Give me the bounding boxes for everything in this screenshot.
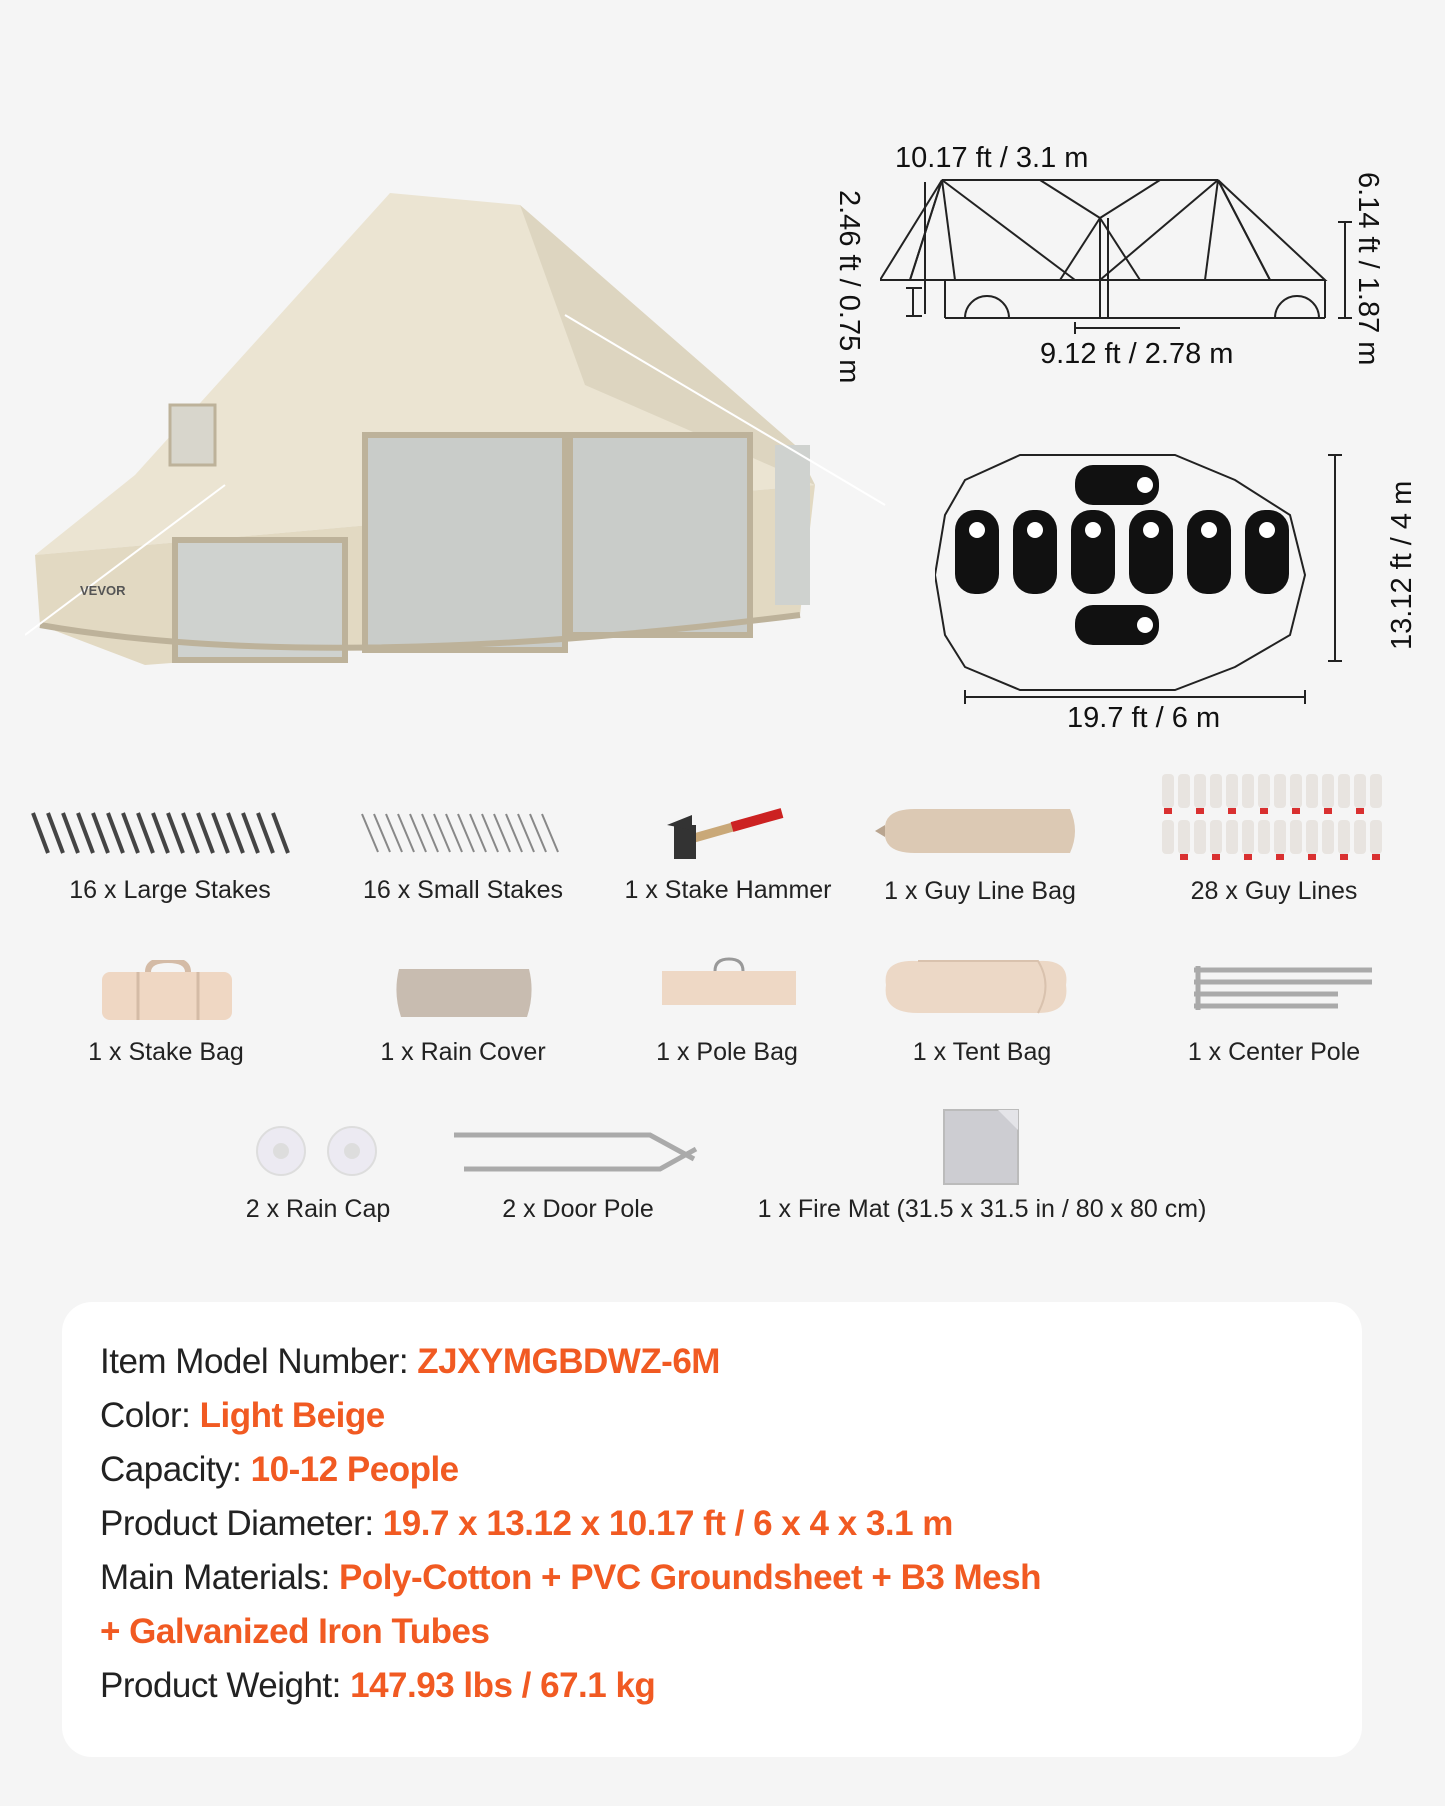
spec-capacity (100, 1450, 459, 1490)
spec-diameter (100, 1504, 953, 1544)
floor-depth-label: 13.12 ft / 4 m (1386, 480, 1418, 650)
rain-cover-icon (393, 965, 535, 1020)
spec-value: ZJXYMGBDWZ-6M (417, 1342, 720, 1381)
accessory-label: 2 x Rain Cap (245, 1195, 391, 1223)
pole-bag-icon (660, 955, 798, 1007)
spec-model (100, 1342, 720, 1382)
accessory-label: 28 x Guy Lines (1190, 877, 1358, 905)
small-stakes-icon (360, 812, 570, 854)
floor-plan-diagram (935, 445, 1355, 715)
spec-color (100, 1396, 385, 1436)
spec-value: Light Beige (199, 1396, 385, 1435)
spec-label: Product Weight: (100, 1666, 341, 1705)
spec-weight (100, 1666, 655, 1706)
side-elevation-diagram (880, 160, 1360, 340)
guy-lines-icon (1160, 772, 1385, 862)
spec-value: 19.7 x 13.12 x 10.17 ft / 6 x 4 x 3.1 m (382, 1504, 953, 1543)
wall-height-label: 2.46 ft / 0.75 m (833, 190, 865, 384)
door-pole-icon (450, 1125, 698, 1175)
accessory-label: 16 x Small Stakes (362, 876, 564, 904)
accessory-label: 1 x Fire Mat (31.5 x 31.5 in / 80 x 80 cm) (757, 1195, 1207, 1223)
spec-value: 10-12 People (250, 1450, 459, 1489)
tent-bag-icon (878, 955, 1073, 1017)
accessory-label: 1 x Tent Bag (912, 1038, 1052, 1066)
spec-label: Capacity: (100, 1450, 242, 1489)
spec-card (62, 1302, 1362, 1757)
center-pole-icon (1188, 960, 1376, 1020)
floor-length-label: 19.7 ft / 6 m (1067, 702, 1221, 734)
tent-image (25, 185, 895, 675)
accessory-label: 1 x Stake Hammer (624, 876, 832, 904)
spec-materials-continued (100, 1612, 489, 1652)
door-width-label: 9.12 ft / 2.78 m (1040, 338, 1234, 370)
accessory-label: 1 x Center Pole (1187, 1038, 1361, 1066)
spec-label: Product Diameter: (100, 1504, 374, 1543)
spec-label: Main Materials: (100, 1558, 330, 1597)
spec-value: Poly-Cotton + PVC Groundsheet + B3 Mesh (339, 1558, 1042, 1597)
accessory-label: 2 x Door Pole (502, 1195, 654, 1223)
spec-materials (100, 1558, 1041, 1598)
top-width-label: 10.17 ft / 3.1 m (895, 142, 1089, 174)
guy-line-bag-icon (875, 805, 1080, 857)
accessory-label: 1 x Guy Line Bag (884, 877, 1076, 905)
accessory-label: 1 x Pole Bag (656, 1038, 798, 1066)
stake-bag-icon (98, 960, 238, 1022)
rain-cap-icon (255, 1125, 380, 1177)
accessory-label: 1 x Rain Cover (380, 1038, 546, 1066)
spec-value: 147.93 lbs / 67.1 kg (350, 1666, 656, 1705)
spec-label: Item Model Number: (100, 1342, 409, 1381)
large-stakes-icon (28, 808, 313, 858)
accessory-label: 16 x Large Stakes (69, 876, 271, 904)
fire-mat-icon (942, 1108, 1020, 1186)
spec-value: + Galvanized Iron Tubes (100, 1612, 490, 1651)
stake-hammer-icon (662, 805, 792, 865)
spec-label: Color: (100, 1396, 191, 1435)
accessory-label: 1 x Stake Bag (88, 1038, 244, 1066)
total-height-label: 6.14 ft / 1.87 m (1352, 172, 1384, 366)
brand-logo: VEVOR (80, 583, 126, 598)
